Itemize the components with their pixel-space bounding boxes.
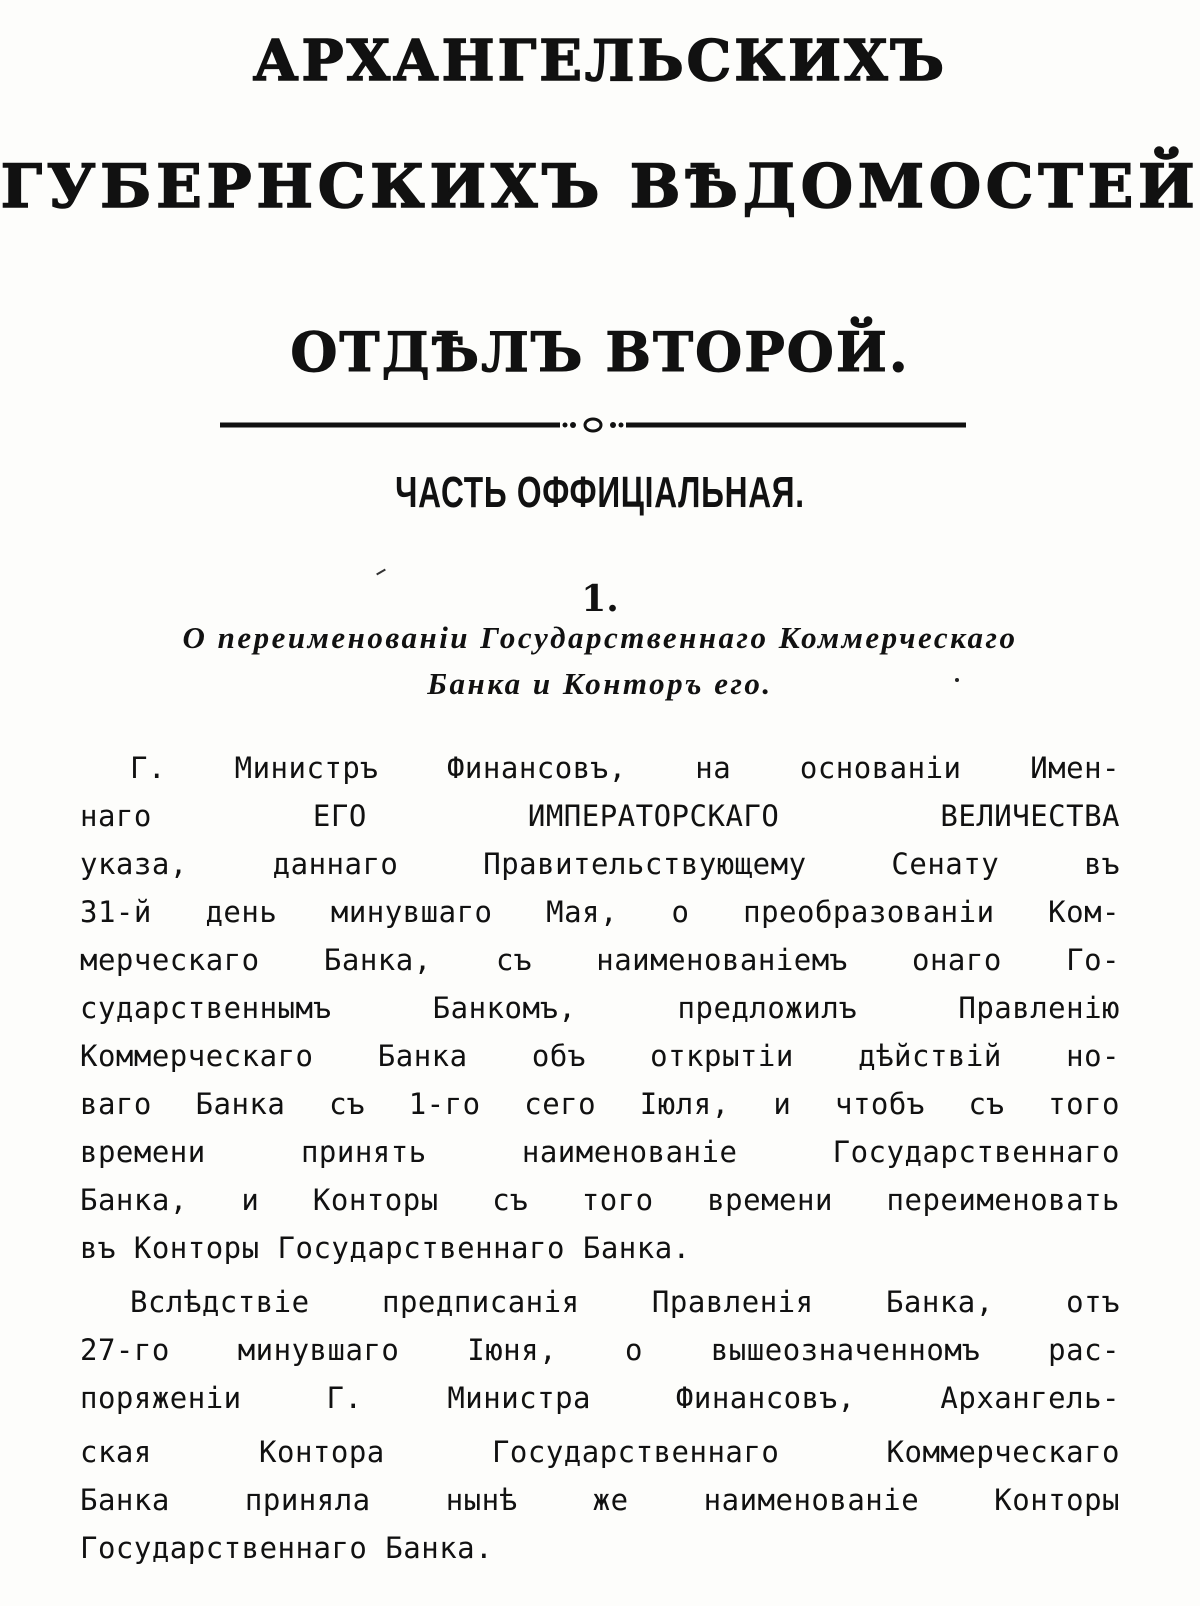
paragraph-1-line: наго ЕГО ИМПЕРАТОРСКАГО ВЕЛИЧЕСТВА (80, 799, 1120, 833)
paragraph-2-line: Государственнаго Банка. (80, 1531, 494, 1565)
paragraph-1-line: ваго Банка съ 1-го сего Іюля, и чтобъ съ того (80, 1087, 1120, 1121)
masthead-line-2: ГУБЕРНСКИХЪ ВѢДОМОСТЕЙ (0, 152, 1200, 222)
section-title: ОТДѢЛЪ ВТОРОЙ. (290, 320, 910, 384)
paragraph-2-line: Банка приняла нынѣ же наименованіе Конторы (80, 1483, 1120, 1517)
paragraph-2-line: поряженіи Г. Министра Финансовъ, Архангель- (80, 1381, 1120, 1415)
paragraph-2-line: 27-го минувшаго Іюня, о вышеозначенномъ рас- (80, 1333, 1120, 1367)
paragraph-2-line: Вслѣдствіе предписанія Правленія Банка, отъ (130, 1285, 1120, 1319)
article-title-line: О переименованіи Государственнаго Коммерческаго (182, 620, 1018, 655)
ornamental-rule-divider (220, 416, 966, 434)
print-speck (955, 678, 959, 682)
paragraph-1-line: Банка, и Конторы съ того времени переименовать (80, 1183, 1120, 1217)
masthead-line-1: АРХАНГЕЛЬСКИХЪ (252, 28, 948, 94)
paragraph-1-line: 31-й день минувшаго Мая, о преобразованіи Ком- (80, 895, 1120, 929)
paragraph-1-line: Г. Министръ Финансовъ, на основаніи Имен- (130, 751, 1120, 785)
paragraph-1-line: мерческаго Банка, съ наименованіемъ онаго Го- (80, 943, 1120, 977)
paragraph-1-line: указа, даннаго Правительствующему Сенату въ (80, 847, 1120, 881)
print-speck (376, 569, 386, 576)
paragraph-1-line: времени принять наименованіе Государственнаго (80, 1135, 1120, 1169)
article-title-line: Банка и Конторъ его. (427, 666, 773, 701)
article-number: 1. (581, 578, 619, 620)
paragraph-2-line: ская Контора Государственнаго Коммерческаго (80, 1435, 1120, 1469)
paragraph-1-line: сударственнымъ Банкомъ, предложилъ Правленію (80, 991, 1120, 1025)
paragraph-1-line: въ Конторы Государственнаго Банка. (80, 1231, 691, 1265)
paragraph-1-line: Коммерческаго Банка объ открытіи дѣйствій но- (80, 1039, 1120, 1073)
part-title: ЧАСТЬ ОФФИЦІАЛЬНАЯ. (395, 468, 805, 517)
